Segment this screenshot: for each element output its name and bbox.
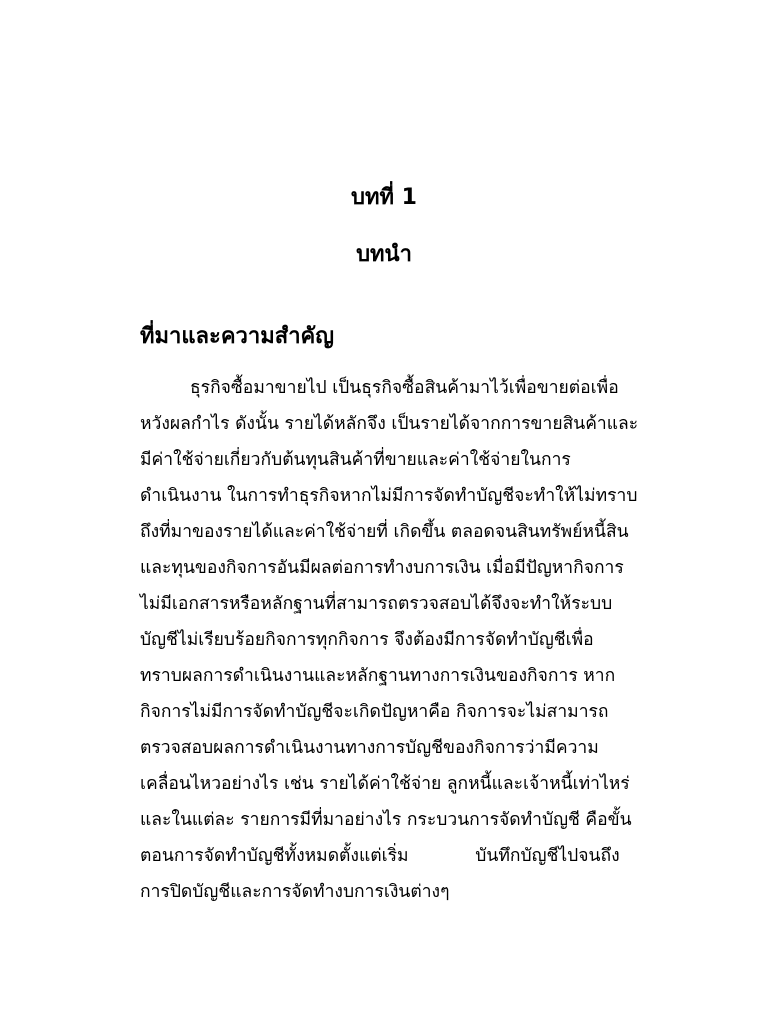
paragraph-line: ไม่มีเอกสารหรือหลักฐานที่สามารถตรวจสอบได้จึงจะทำให้ระบบ xyxy=(140,594,613,614)
paragraph-line: มีค่าใช้จ่ายเกี่ยวกับต้นทุนสินค้าที่ขายและค่าใช้จ่ายในการ xyxy=(140,450,571,470)
paragraph-line: เคลื่อนไหวอย่างไร เช่น รายได้ค่าใช้จ่าย ลูกหนี้และเจ้าหนี้เท่าไหร่ xyxy=(140,774,630,794)
paragraph-line: ตอนการจัดทำบัญชีทั้งหมดตั้งแต่เริ่ม บันทึกบัญชีไปจนถึง xyxy=(140,846,620,866)
paragraph-line: ถึงที่มาของรายได้และค่าใช้จ่ายที่ เกิดขึ้น ตลอดจนสินทรัพย์หนี้สิน xyxy=(140,522,629,542)
chapter-number: บทที่ 1 xyxy=(351,185,417,210)
section-heading: ที่มาและความสำคัญ xyxy=(140,324,335,349)
paragraph-line: ธุรกิจซื้อมาขายไป เป็นธุรกิจซื้อสินค้ามาไว้เพื่อขายต่อเพื่อ xyxy=(190,378,619,398)
paragraph-line: และทุนของกิจการอันมีผลต่อการทำงบการเงิน เมื่อมีปัญหากิจการ xyxy=(140,558,624,578)
paragraph-line: กิจการไม่มีการจัดทำบัญชีจะเกิดปัญหาคือ กิจการจะไม่สามารถ xyxy=(140,702,609,722)
paragraph-line: การปิดบัญชีและการจัดทำงบการเงินต่างๆ xyxy=(140,882,450,902)
paragraph-line: และในแต่ละ รายการมีที่มาอย่างไร กระบวนการจัดทำบัญชี คือขั้น xyxy=(140,810,632,830)
paragraph-line: บัญชีไม่เรียบร้อยกิจการทุกกิจการ จึงต้องมีการจัดทำบัญชีเพื่อ xyxy=(140,630,594,650)
paragraph-line: หวังผลกำไร ดังนั้น รายได้หลักจึง เป็นรายได้จากการขายสินค้าและ xyxy=(140,414,639,434)
paragraph-line: ตรวจสอบผลการดำเนินงานทางการบัญชีของกิจการว่ามีความ xyxy=(140,738,599,758)
chapter-title: บทนำ xyxy=(356,242,412,267)
paragraph-line: ทราบผลการดำเนินงานและหลักฐานทางการเงินของกิจการ หาก xyxy=(140,666,616,686)
paragraph-line: ดำเนินงาน ในการทำธุรกิจหากไม่มีการจัดทำบัญชีจะทำให้ไม่ทราบ xyxy=(140,486,638,506)
